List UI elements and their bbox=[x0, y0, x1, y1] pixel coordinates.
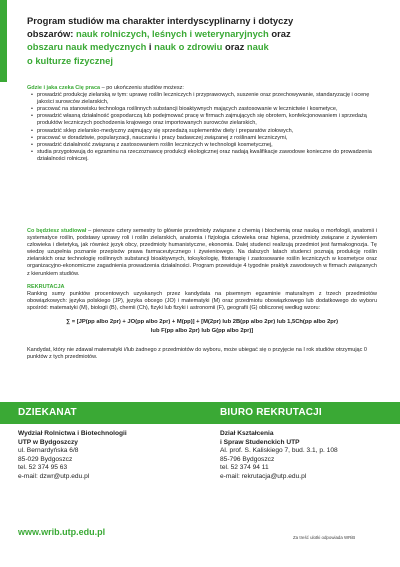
website-link[interactable]: www.wrib.utp.edu.pl bbox=[18, 527, 106, 537]
accent-bar bbox=[0, 0, 7, 82]
list-item: • prowadzić własną działalność gospodarczą lub podejmować pracę w firmach zajmujących się obrotem, konfekcjonowaniem i sprzedażą produktów leczniczych pochodzenia krajowego oraz importowanych surowców zielarskich, bbox=[37, 113, 377, 127]
study-header: Co będziesz studiował bbox=[27, 228, 87, 234]
list-item: • pracować w doradztwie, popularyzacji, nauczaniu i pracy badawczej związanej z roślinami leczniczymi, bbox=[37, 135, 377, 142]
recruitment-office-label: BIURO REKRUTACJI bbox=[220, 407, 322, 418]
jobs-header: Gdzie i jaka czeka Cię praca bbox=[27, 85, 101, 91]
study-section: Co będziesz studiował – pierwsze cztery semestry to głównie przedmioty związane z chemią i biochemią oraz nauką o morfologii, anatomii i systematyce roślin, podstawy uprawy roli i roślin zielarskich, anatomia i fizjologia człowieka oraz higiena, przedmioty związane z żywieniem człowieka i dietetyką, jak również język obcy, przedmioty humanistyczne, ekonomia. Dalej studenci realizują przedmiot jest farmakognozja. Tę wiedzę uzupełnia poznanie przepisów prawa farmaceutycznego i żywieniowego. Na dalszych latach studenci poznają produkcję roślin zielarskich oraz technologię roślinnych substancji bioaktywnych, toksykologię, fitoterapię i zastosowanie roślin leczniczych w kosmetyce oraz organizacyjno-ekonomiczne zagadnienia prowadzenia działalności. Program przewiduje 4 tygodnie praktyk zawodowych w firmach związanych z kierunkiem studiów. bbox=[27, 228, 377, 277]
recruitment-formula: ∑ = [JP(pp albo 2pr) + JO(pp albo 2pr) + M(pp)] + [M(2pr) lub 2B(pp albo 2pr) lub 1,5Ch(pp albo 2pr) lub F(pp albo 2pr) lub G(pp albo 2pr)] bbox=[65, 319, 339, 334]
list-item: • prowadzić sklep zielarsko-medyczny zajmujący się sprzedażą suplementów diety i preparatów ziołowych, bbox=[37, 128, 377, 135]
recruitment-office-address: Dział Kształcenia i Spraw Studenckich UTP Al. prof. S. Kaliskiego 7, bud. 3.1, p. 108 85-796 Bydgoszcz tel. 52 374 94 11 e-mail: rekrutacja@utp.edu.pl bbox=[220, 430, 338, 480]
recruitment-header: REKRUTACJA bbox=[27, 284, 65, 290]
list-item: • studia przygotowują do egzaminu na rzeczoznawcę produkcji ekologicznej oraz nadają kwalifikacje zawodowe konieczne do prowadzenia działalności rolniczej. bbox=[37, 149, 377, 163]
dean-office-address: Wydział Rolnictwa i Biotechnologii UTP w Bydgoszczy ul. Bernardyńska 6/8 85-029 Bydgoszcz tel. 52 374 95 63 e-mail: dzwr@utp.edu.pl bbox=[18, 430, 127, 480]
list-item: • prowadzić produkcję zielarską w tym: uprawę roślin leczniczych i przyprawowych, suszenie oraz przechowywanie, standaryzację i ocenę jakości surowców zielarskich, bbox=[37, 92, 377, 106]
recruitment-note: Kandydat, który nie zdawał matematyki i/lub żadnego z przedmiotów do wyboru, może ubiegać się o przyjęcie na I rok studiów otrzymując 0 punktów z tych przedmiotów. bbox=[27, 347, 367, 361]
dean-office-label: DZIEKANAT bbox=[18, 407, 77, 418]
jobs-section: Gdzie i jaka czeka Cię praca – po ukończeniu studiów możesz: • prowadzić produkcję zielarską w tym: uprawę roślin leczniczych i przyprawowych, suszenie oraz przechowywanie, standaryzację i ocenę jakości surowców zielarskich, • pracować na stanowisku technologa roślinnych substancji bioaktywnych mających zastosowanie w lecznictwie i kosmetyce, • prowadzić własną działalność gospodarczą lub podejmować pracę w firmach zajmujących się obrotem, konfekcjonowaniem i sprzedażą produktów leczniczych pochodzenia krajowego oraz importowanych surowców zielarskich, • prowadzić sklep zielarsko-medyczny zajmujący się sprzedażą suplementów diety i preparatów ziołowych, • pracować w doradztwie, popularyzacji, nauczaniu i pracy badawczej związanej z roślinami leczniczymi, • prowadzić działalność związaną z zastosowaniem roślin leczniczych w technologii kosmetycznej, • studia przygotowują do egzaminu na rzeczoznawcę produkcji ekologicznej oraz nadają kwalifikacje zawodowe konieczne do prowadzenia działalności rolniczej. bbox=[27, 85, 377, 163]
page-title: Program studiów ma charakter interdyscyplinarny i dotyczy obszarów: nauk rolniczych, leśnych i weterynaryjnych oraz obszaru nauk medycznych i nauk o zdrowiu oraz nauk o kulturze fizycznej bbox=[27, 15, 294, 66]
list-item: • pracować na stanowisku technologa roślinnych substancji bioaktywnych mających zastosowanie w lecznictwie i kosmetyce, bbox=[37, 106, 377, 113]
list-item: • prowadzić działalność związaną z zastosowaniem roślin leczniczych w technologii kosmetycznej, bbox=[37, 142, 377, 149]
credit-note: Za treść ulotki odpowiada WRiB bbox=[293, 535, 356, 540]
recruitment-section: REKRUTACJA Ranking sumy punktów procentowych uzyskanych przez kandydata na pisemnym egzaminie maturalnym z trzech przedmiotów obowiązkowych: języka polskiego (JP), języka obcego (JO) i matematyki (M) oraz przedmiotu obowiązkowego lub dodatkowego do wyboru spośród: matematyki (M), biologii (B), chemii (Ch), fizyki lub fizyki i astronomii (F), geografii (G) obliczonej według wzoru: bbox=[27, 284, 377, 312]
jobs-list bbox=[27, 92, 377, 163]
